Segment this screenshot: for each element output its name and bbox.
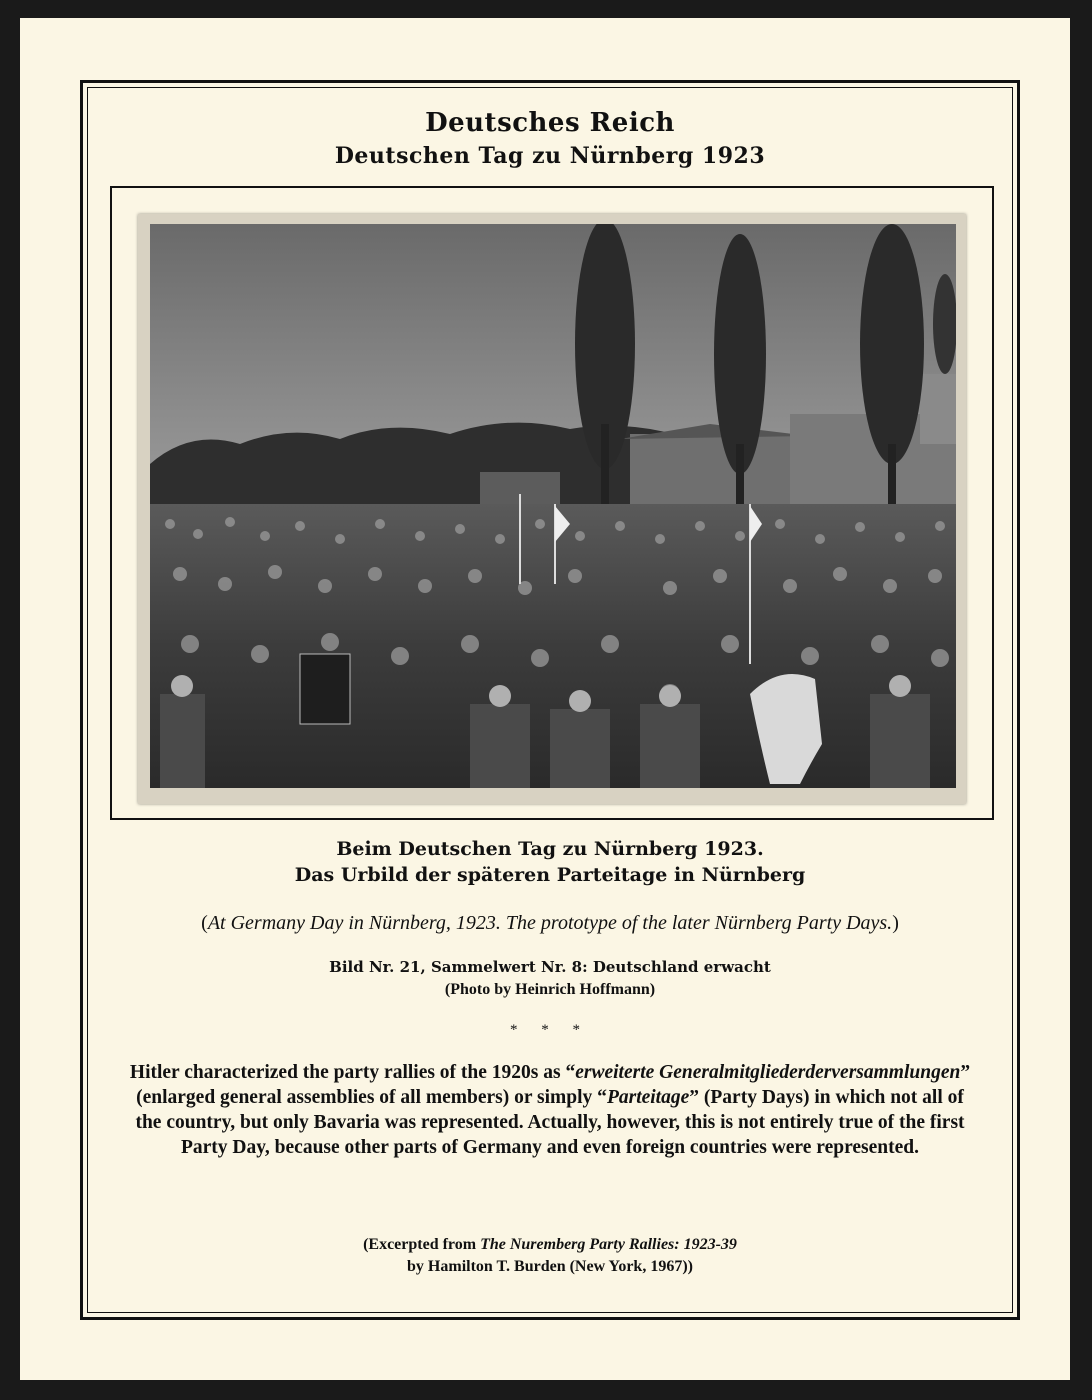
- commentary-paragraph: [128, 1060, 972, 1160]
- term-erweiterte: erweiterte Generalmitgliederderversammlungen: [575, 1062, 961, 1083]
- picture-number: Bild Nr. 21, Sammelwert Nr. 8: Deutschland erwacht: [329, 958, 771, 976]
- source-prefix: (Excerpted from: [363, 1236, 481, 1253]
- crowd-photograph: [150, 224, 956, 788]
- term-parteitage: Parteitage: [606, 1087, 690, 1108]
- section-separator: * * *: [510, 1022, 590, 1038]
- photo-credit: (Photo by Heinrich Hoffmann): [444, 981, 656, 998]
- paragraph-part1: Hitler characterized the party rallies of the 1920s as “: [129, 1062, 576, 1083]
- source-book-title: The Nuremberg Party Rallies: 1923-39: [480, 1236, 737, 1253]
- photo-caption-line2: Das Urbild der späteren Parteitage in Nürnberg: [294, 864, 806, 886]
- photo-frame: [110, 186, 994, 820]
- inner-border: [87, 87, 1013, 1313]
- photo-mount: [138, 214, 966, 804]
- page-subtitle: Deutschen Tag zu Nürnberg 1923: [334, 143, 766, 169]
- caption-translation: [88, 912, 1012, 935]
- paragraph-part3: ” (Party Days) in which not all of the country, but only Bavaria was represented. Actually, however, this is not entirely true of the first Party Day, because other parts of Germany and even foreign countries were represented.: [135, 1087, 965, 1158]
- page-title: Deutsches Reich: [425, 108, 675, 138]
- translation-open-paren: (: [201, 912, 208, 934]
- translation-text: At Germany Day in Nürnberg, 1923. The prototype of the later Nürnberg Party Days.: [207, 912, 893, 934]
- source-author: by Hamilton T. Burden (New York, 1967)): [407, 1258, 693, 1275]
- photo-caption-line1: Beim Deutschen Tag zu Nürnberg 1923.: [336, 838, 764, 860]
- translation-close-paren: ): [892, 912, 899, 934]
- outer-border: [80, 80, 1020, 1320]
- album-page: [20, 18, 1070, 1380]
- crowd-photo-illustration: [150, 224, 956, 788]
- source-citation: [88, 1234, 1012, 1278]
- paragraph-part2: ” (enlarged general assemblies of all members) or simply “: [136, 1062, 971, 1108]
